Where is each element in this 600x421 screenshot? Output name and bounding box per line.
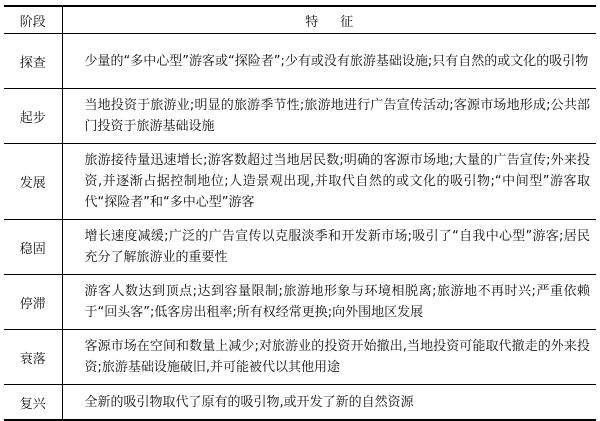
table-row bbox=[4, 330, 596, 385]
stage-cell: 探查 bbox=[4, 34, 62, 89]
stage-cell: 停滞 bbox=[4, 275, 62, 330]
stage-cell: 发展 bbox=[4, 144, 62, 220]
feature-cell: 游客人数达到顶点;达到容量限制;旅游地形象与环境相脱离;旅游地不再时兴;严重依赖于“回头客”;低客房出租率;所有权经常更换;向外围地区发展 bbox=[84, 284, 590, 320]
table-row bbox=[4, 385, 596, 421]
feature-cell: 旅游接待量迅速增长;游客数超过当地居民数;明确的客源市场地;大量的广告宣传;外来投资,并逐渐占据控制地位;人造景观出现,并取代自然的或文化的吸引物;“中间型”游客取代“探险者”和“多中心型”游客 bbox=[84, 153, 590, 210]
table-row bbox=[4, 144, 596, 220]
table-row bbox=[4, 275, 596, 330]
feature-cell: 增长速度减缓;广泛的广告宣传以克服淡季和开发新市场;吸引了“自我中心型”游客;居民充分了解旅游业的重要性 bbox=[84, 229, 590, 265]
feature-cell: 全新的吸引物取代了原有的吸引物,或开发了新的自然资源 bbox=[84, 394, 414, 410]
header-stage: 阶段 bbox=[4, 6, 62, 34]
feature-cell: 客源市场在空间和数量上减少;对旅游业的投资开始撤出,当地投资可能取代撤走的外来投资;旅游基础设施破旧,并可能被代以其他用途 bbox=[84, 339, 590, 375]
feature-cell: 当地投资于旅游业;明显的旅游季节性;旅游地进行广告宣传活动;客源市场地形成;公共部门投资于旅游基础设施 bbox=[84, 98, 590, 134]
table-row bbox=[4, 89, 596, 144]
lifecycle-table bbox=[4, 5, 596, 421]
feature-cell: 少量的“多中心型”游客或“探险者”;少有或没有旅游基础设施;只有自然的或文化的吸引物 bbox=[84, 53, 589, 69]
stage-cell: 复兴 bbox=[4, 385, 62, 421]
stage-cell: 衰落 bbox=[4, 330, 62, 385]
table-row bbox=[4, 220, 596, 275]
table-header-row bbox=[4, 6, 596, 34]
header-feature: 特征 bbox=[305, 14, 376, 30]
table-row bbox=[4, 34, 596, 89]
stage-cell: 稳固 bbox=[4, 220, 62, 275]
stage-cell: 起步 bbox=[4, 89, 62, 144]
